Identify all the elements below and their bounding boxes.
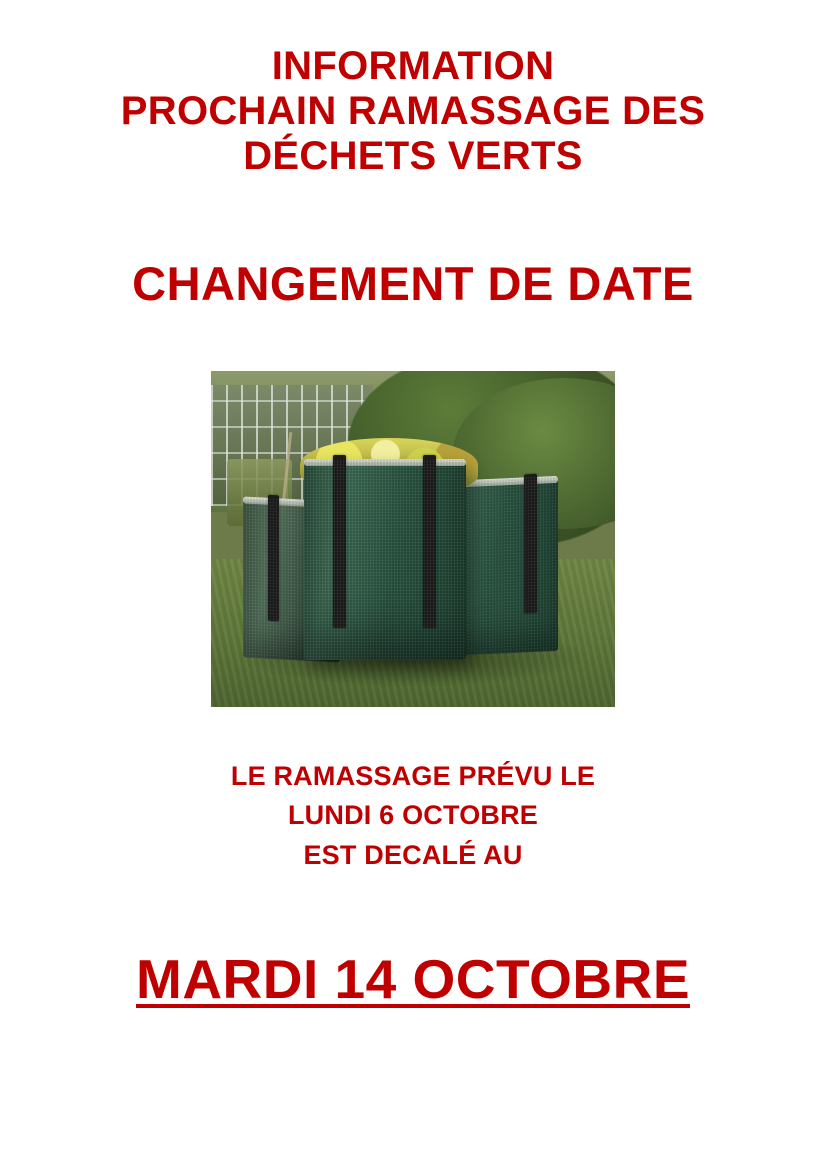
notice-line-3: EST DECALÉ AU xyxy=(303,839,523,870)
photo-bag-front-handle-right xyxy=(423,455,436,628)
final-date: MARDI 14 OCTOBRE xyxy=(136,947,690,1010)
photo-bag-front xyxy=(304,459,466,661)
notice-text xyxy=(231,757,595,874)
photo-bag-front-handle-left xyxy=(333,455,346,628)
notice-line-1: LE RAMASSAGE PRÉVU LE xyxy=(230,761,596,792)
notice-line-2: LUNDI 6 OCTOBRE xyxy=(287,800,539,831)
photo-canvas xyxy=(211,371,615,707)
photo-bag-front-rim xyxy=(304,459,466,466)
heading-line-2: PROCHAIN RAMASSAGE DES xyxy=(120,89,706,134)
photo-bag-back-handle-right xyxy=(524,473,537,613)
photo-bag-left-handle xyxy=(269,494,280,620)
page-title: CHANGEMENT DE DATE xyxy=(132,256,694,310)
green-waste-bags-photo xyxy=(211,371,615,707)
heading-line-3: DÉCHETS VERTS xyxy=(243,134,583,179)
poster-heading xyxy=(33,44,793,180)
heading-line-1: INFORMATION xyxy=(271,44,555,88)
